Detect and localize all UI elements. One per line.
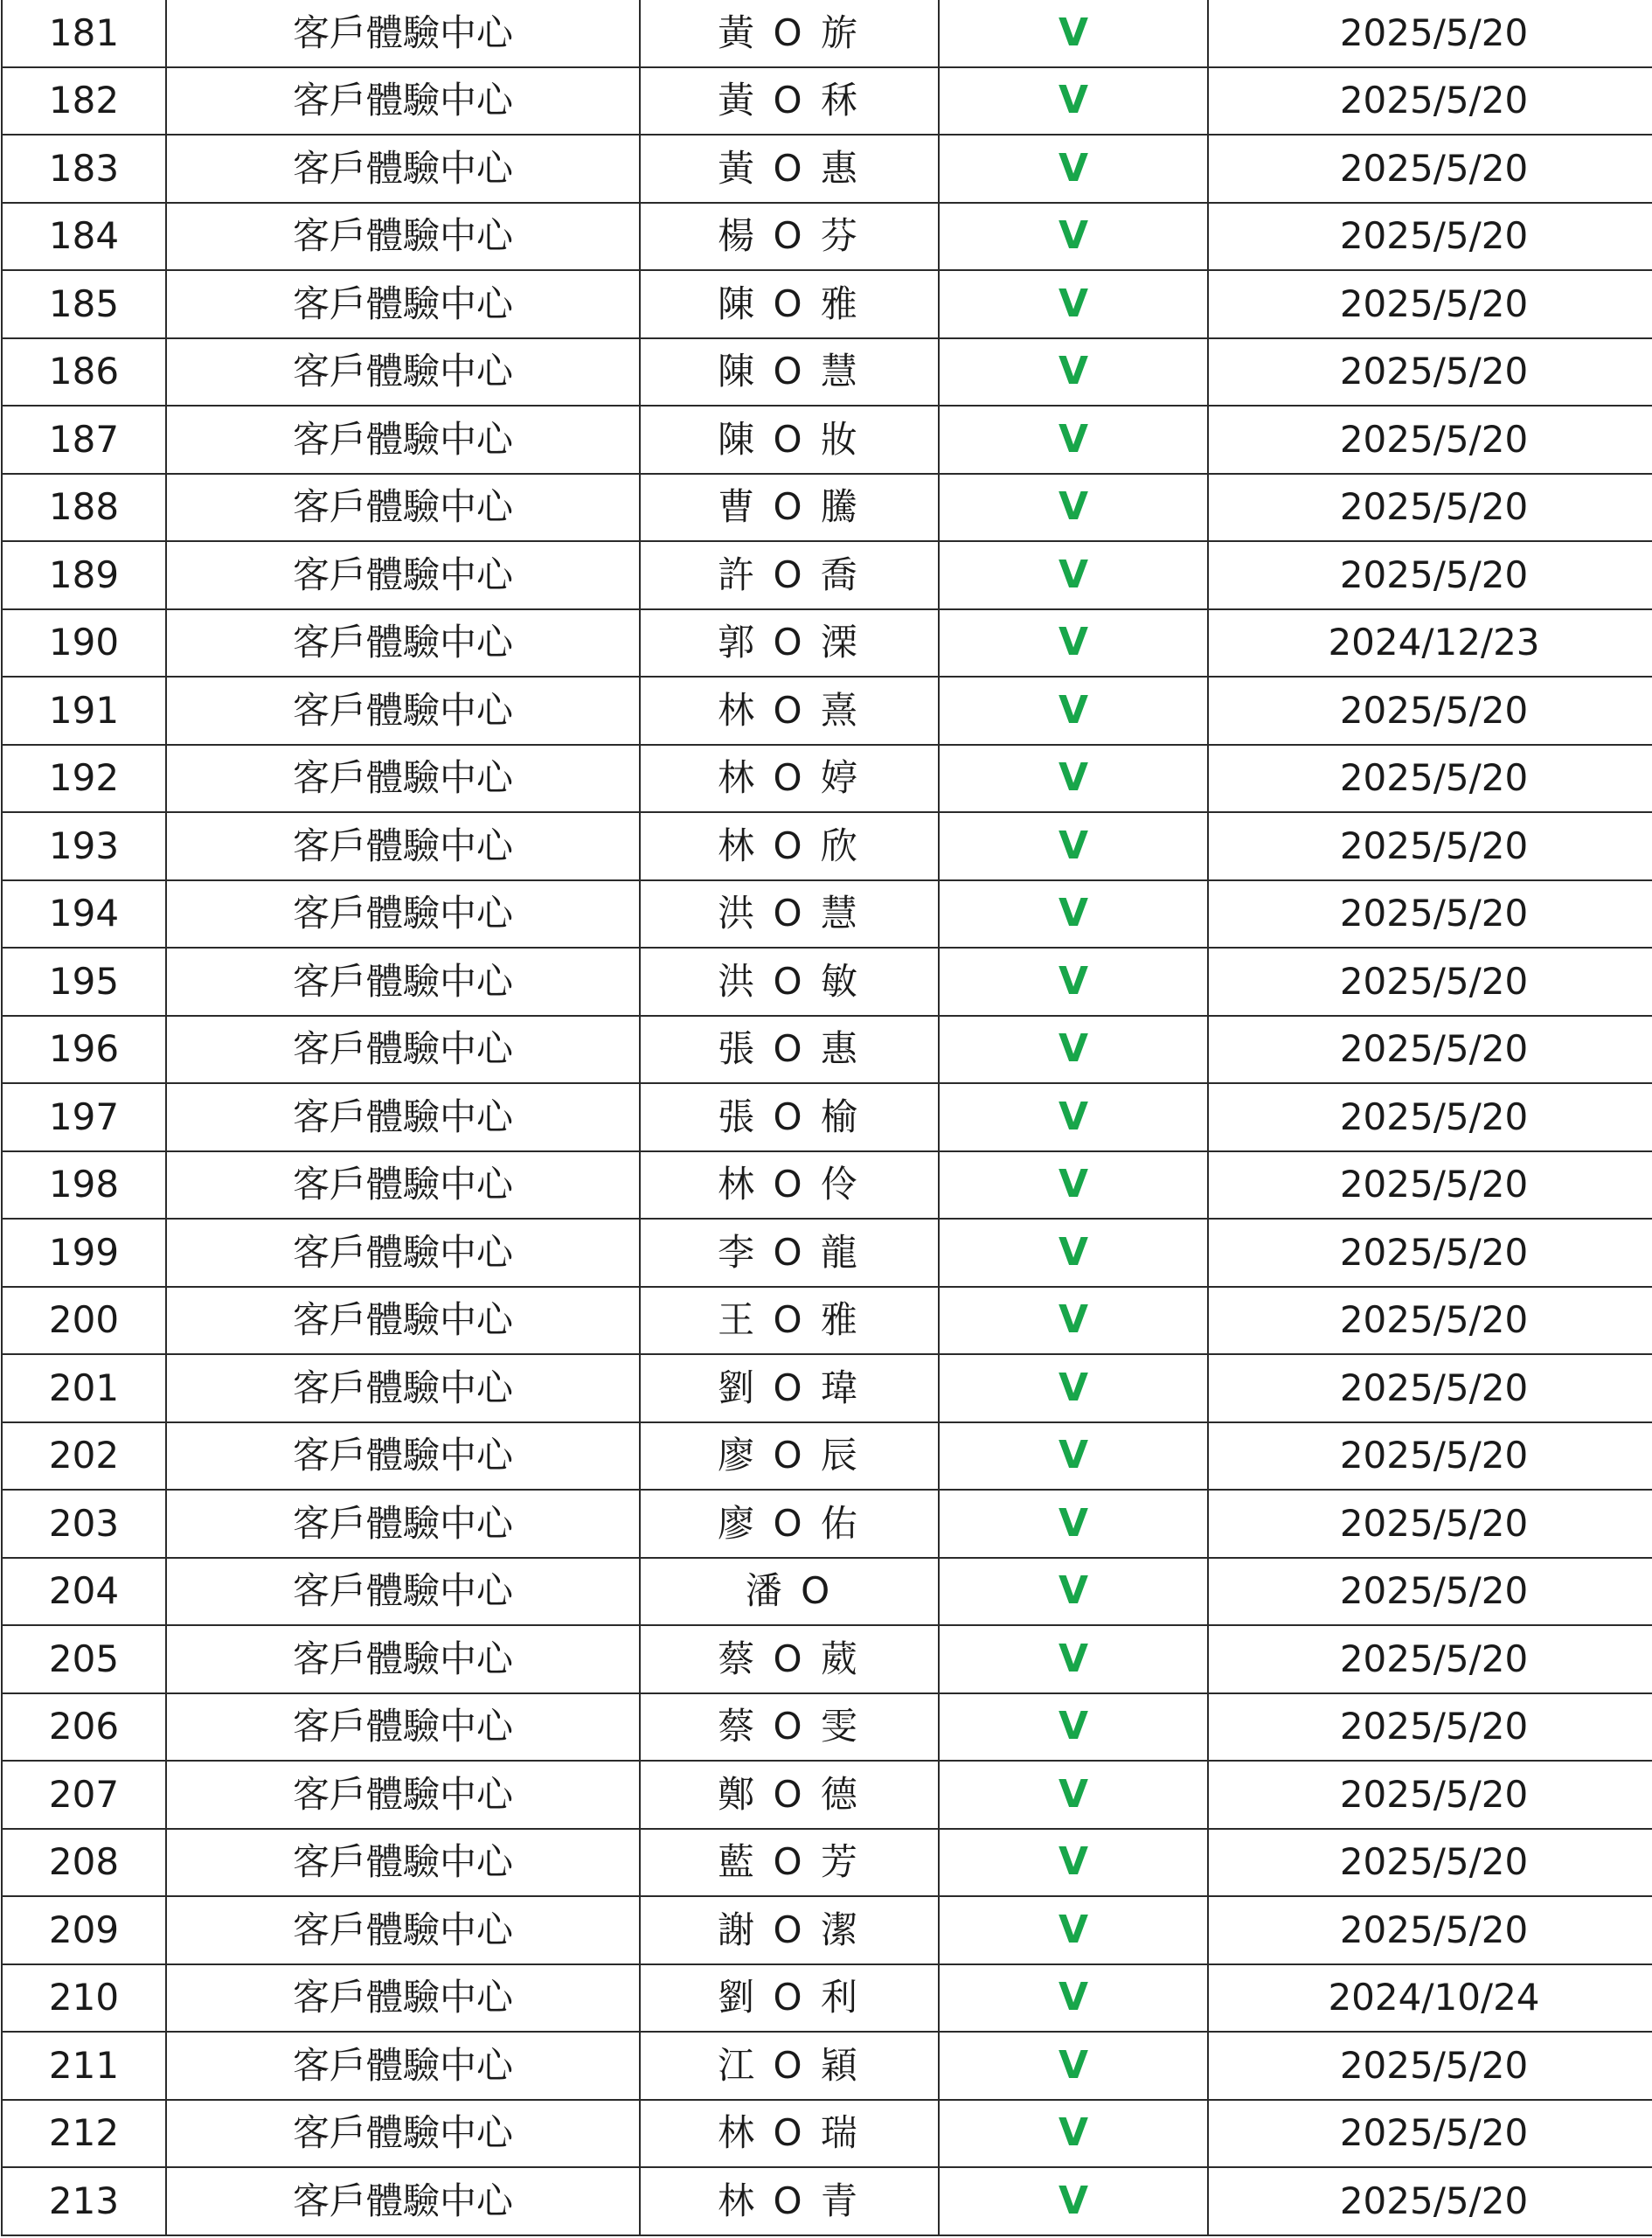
name-cell [640,541,939,609]
check-mark-cell: V [939,677,1208,745]
name-text: 鄭 O 德 [718,1772,861,1816]
check-mark-cell: V [939,338,1208,407]
check-mark-cell: V [939,270,1208,338]
row-number-cell: 193 [2,812,166,880]
table-row [2,2100,1652,2168]
row-number-cell: 200 [2,1287,166,1355]
table-row [2,338,1652,407]
department-cell: 客戶體驗中心 [166,1896,640,1964]
row-number-cell: 198 [2,1151,166,1220]
row-number-cell: 189 [2,541,166,609]
date-cell: 2025/5/20 [1208,1422,1652,1491]
check-mark-cell: V [939,1422,1208,1491]
name-text: 林 O 熹 [718,688,861,732]
table-row [2,1829,1652,1897]
department-cell: 客戶體驗中心 [166,880,640,949]
department-cell: 客戶體驗中心 [166,474,640,542]
name-cell [640,1151,939,1220]
table-row [2,1558,1652,1626]
row-number-cell: 206 [2,1693,166,1762]
name-cell [640,1896,939,1964]
name-text: 張 O 惠 [718,1027,861,1071]
department-cell: 客戶體驗中心 [166,541,640,609]
name-cell [640,2167,939,2235]
name-cell [640,1625,939,1693]
department-cell: 客戶體驗中心 [166,1083,640,1151]
date-cell: 2025/5/20 [1208,1625,1652,1693]
name-cell [640,1287,939,1355]
row-number-cell: 208 [2,1829,166,1897]
date-cell: 2025/5/20 [1208,1829,1652,1897]
date-cell: 2025/5/20 [1208,1083,1652,1151]
name-text: 楊 O 芬 [718,214,861,258]
department-cell: 客戶體驗中心 [166,1625,640,1693]
name-text: 蔡 O 雯 [718,1705,861,1748]
row-number-cell: 188 [2,474,166,542]
table-row [2,541,1652,609]
table-row [2,1016,1652,1084]
date-cell: 2025/5/20 [1208,1287,1652,1355]
name-cell [640,1490,939,1558]
row-number-cell: 211 [2,2032,166,2100]
department-cell: 客戶體驗中心 [166,812,640,880]
date-cell: 2025/5/20 [1208,1490,1652,1558]
table-row [2,1693,1652,1762]
row-number-cell: 182 [2,67,166,136]
department-cell: 客戶體驗中心 [166,1422,640,1491]
name-cell [640,1016,939,1084]
department-cell: 客戶體驗中心 [166,1558,640,1626]
name-cell [640,0,939,67]
name-text: 江 O 穎 [718,2043,861,2087]
date-cell: 2025/5/20 [1208,880,1652,949]
date-cell: 2025/5/20 [1208,1219,1652,1287]
row-number-cell: 187 [2,406,166,474]
date-cell: 2025/5/20 [1208,2167,1652,2235]
name-text: 謝 O 潔 [718,1908,861,1951]
name-text: 林 O 伶 [718,1163,861,1206]
date-cell: 2025/5/20 [1208,541,1652,609]
department-cell: 客戶體驗中心 [166,1354,640,1422]
check-mark-cell: V [939,880,1208,949]
department-cell: 客戶體驗中心 [166,1151,640,1220]
name-cell [640,270,939,338]
table-row [2,1354,1652,1422]
roster-table-body [2,0,1652,2235]
table-row [2,745,1652,813]
check-mark-cell: V [939,1964,1208,2033]
check-mark-cell: V [939,1693,1208,1762]
department-cell: 客戶體驗中心 [166,2167,640,2235]
name-cell [640,2100,939,2168]
table-row [2,203,1652,271]
check-mark-cell: V [939,2167,1208,2235]
department-cell: 客戶體驗中心 [166,406,640,474]
check-mark-cell: V [939,1558,1208,1626]
department-cell: 客戶體驗中心 [166,1693,640,1762]
date-cell: 2025/5/20 [1208,1558,1652,1626]
department-cell: 客戶體驗中心 [166,0,640,67]
check-mark-cell: V [939,0,1208,67]
row-number-cell: 205 [2,1625,166,1693]
date-cell: 2025/5/20 [1208,2100,1652,2168]
department-cell: 客戶體驗中心 [166,1829,640,1897]
table-row [2,67,1652,136]
check-mark-cell: V [939,1287,1208,1355]
table-row [2,609,1652,678]
name-text: 藍 O 芳 [718,1840,861,1884]
table-row [2,1287,1652,1355]
name-cell [640,1829,939,1897]
table-row [2,270,1652,338]
date-cell: 2025/5/20 [1208,338,1652,407]
name-text: 黃 O 惠 [718,146,861,190]
name-cell [640,948,939,1016]
row-number-cell: 181 [2,0,166,67]
table-row [2,1896,1652,1964]
table-row [2,812,1652,880]
row-number-cell: 210 [2,1964,166,2033]
row-number-cell: 192 [2,745,166,813]
row-number-cell: 204 [2,1558,166,1626]
row-number-cell: 195 [2,948,166,1016]
table-row [2,1083,1652,1151]
name-cell [640,812,939,880]
name-cell [640,1761,939,1829]
department-cell: 客戶體驗中心 [166,338,640,407]
department-cell: 客戶體驗中心 [166,609,640,678]
department-cell: 客戶體驗中心 [166,745,640,813]
date-cell: 2025/5/20 [1208,1016,1652,1084]
date-cell: 2025/5/20 [1208,0,1652,67]
row-number-cell: 201 [2,1354,166,1422]
name-cell [640,2032,939,2100]
name-cell [640,203,939,271]
row-number-cell: 203 [2,1490,166,1558]
table-row [2,677,1652,745]
date-cell: 2025/5/20 [1208,812,1652,880]
name-text: 林 O 瑞 [718,2111,861,2155]
department-cell: 客戶體驗中心 [166,677,640,745]
row-number-cell: 184 [2,203,166,271]
table-row [2,135,1652,203]
check-mark-cell: V [939,1151,1208,1220]
name-text: 廖 O 佑 [718,1501,861,1545]
table-row [2,1490,1652,1558]
row-number-cell: 209 [2,1896,166,1964]
check-mark-cell: V [939,1083,1208,1151]
date-cell: 2025/5/20 [1208,2032,1652,2100]
row-number-cell: 186 [2,338,166,407]
name-cell [640,609,939,678]
table-row [2,0,1652,67]
check-mark-cell: V [939,1761,1208,1829]
row-number-cell: 213 [2,2167,166,2235]
date-cell: 2025/5/20 [1208,745,1652,813]
row-number-cell: 190 [2,609,166,678]
name-cell [640,474,939,542]
date-cell: 2025/5/20 [1208,67,1652,136]
name-text: 陳 O 雅 [718,281,861,325]
date-cell: 2025/5/20 [1208,203,1652,271]
row-number-cell: 196 [2,1016,166,1084]
name-text: 廖 O 辰 [718,1434,861,1477]
row-number-cell: 191 [2,677,166,745]
department-cell: 客戶體驗中心 [166,948,640,1016]
row-number-cell: 185 [2,270,166,338]
date-cell: 2025/5/20 [1208,135,1652,203]
check-mark-cell: V [939,1625,1208,1693]
date-cell: 2025/5/20 [1208,270,1652,338]
check-mark-cell: V [939,474,1208,542]
name-cell [640,1354,939,1422]
name-text: 陳 O 慧 [718,350,861,393]
name-cell [640,1964,939,2033]
date-cell: 2025/5/20 [1208,1693,1652,1762]
check-mark-cell: V [939,1829,1208,1897]
name-cell [640,338,939,407]
name-text: 劉 O 瑋 [718,1366,861,1409]
name-text: 張 O 榆 [718,1095,861,1138]
name-text: 林 O 欣 [718,824,861,867]
check-mark-cell: V [939,1896,1208,1964]
name-cell [640,67,939,136]
name-cell [640,1558,939,1626]
department-cell: 客戶體驗中心 [166,67,640,136]
department-cell: 客戶體驗中心 [166,1964,640,2033]
name-cell [640,880,939,949]
check-mark-cell: V [939,2032,1208,2100]
department-cell: 客戶體驗中心 [166,1490,640,1558]
check-mark-cell: V [939,1016,1208,1084]
name-text: 林 O 婷 [718,756,861,800]
date-cell: 2025/5/20 [1208,1896,1652,1964]
row-number-cell: 202 [2,1422,166,1491]
table-row [2,2167,1652,2235]
table-row [2,1964,1652,2033]
row-number-cell: 212 [2,2100,166,2168]
table-row [2,1219,1652,1287]
check-mark-cell: V [939,406,1208,474]
name-text: 郭 O 溧 [718,621,861,664]
row-number-cell: 197 [2,1083,166,1151]
table-row [2,1422,1652,1491]
name-text: 洪 O 慧 [718,892,861,935]
check-mark-cell: V [939,948,1208,1016]
name-cell [640,135,939,203]
date-cell: 2025/5/20 [1208,677,1652,745]
name-text: 劉 O 利 [718,1976,861,2019]
date-cell: 2025/5/20 [1208,948,1652,1016]
name-cell [640,677,939,745]
table-row [2,1151,1652,1220]
department-cell: 客戶體驗中心 [166,203,640,271]
table-row [2,1625,1652,1693]
name-cell [640,1219,939,1287]
table-row [2,474,1652,542]
check-mark-cell: V [939,203,1208,271]
date-cell: 2025/5/20 [1208,474,1652,542]
row-number-cell: 183 [2,135,166,203]
check-mark-cell: V [939,745,1208,813]
check-mark-cell: V [939,2100,1208,2168]
name-cell [640,1693,939,1762]
name-cell [640,406,939,474]
roster-table [1,0,1652,2236]
department-cell: 客戶體驗中心 [166,1219,640,1287]
department-cell: 客戶體驗中心 [166,135,640,203]
name-text: 潘 O [745,1569,834,1613]
table-row [2,2032,1652,2100]
date-cell: 2024/10/24 [1208,1964,1652,2033]
name-cell [640,1083,939,1151]
date-cell: 2025/5/20 [1208,1151,1652,1220]
name-text: 陳 O 妝 [718,417,861,461]
row-number-cell: 207 [2,1761,166,1829]
check-mark-cell: V [939,1490,1208,1558]
check-mark-cell: V [939,812,1208,880]
department-cell: 客戶體驗中心 [166,1016,640,1084]
check-mark-cell: V [939,67,1208,136]
department-cell: 客戶體驗中心 [166,1761,640,1829]
check-mark-cell: V [939,1354,1208,1422]
table-row [2,880,1652,949]
row-number-cell: 199 [2,1219,166,1287]
name-text: 林 O 青 [718,2179,861,2222]
name-text: 王 O 雅 [718,1298,861,1342]
name-text: 洪 O 敏 [718,959,861,1003]
table-row [2,406,1652,474]
table-row [2,948,1652,1016]
name-text: 黃 O 旂 [718,10,861,54]
department-cell: 客戶體驗中心 [166,2100,640,2168]
name-text: 許 O 喬 [718,553,861,596]
name-text: 蔡 O 葳 [718,1637,861,1680]
row-number-cell: 194 [2,880,166,949]
name-cell [640,1422,939,1491]
department-cell: 客戶體驗中心 [166,2032,640,2100]
name-text: 曹 O 騰 [718,485,861,529]
department-cell: 客戶體驗中心 [166,1287,640,1355]
check-mark-cell: V [939,609,1208,678]
name-text: 李 O 龍 [718,1230,861,1274]
date-cell: 2024/12/23 [1208,609,1652,678]
name-text: 黃 O 秝 [718,79,861,122]
department-cell: 客戶體驗中心 [166,270,640,338]
check-mark-cell: V [939,1219,1208,1287]
check-mark-cell: V [939,541,1208,609]
date-cell: 2025/5/20 [1208,1761,1652,1829]
name-cell [640,745,939,813]
table-row [2,1761,1652,1829]
check-mark-cell: V [939,135,1208,203]
date-cell: 2025/5/20 [1208,406,1652,474]
date-cell: 2025/5/20 [1208,1354,1652,1422]
